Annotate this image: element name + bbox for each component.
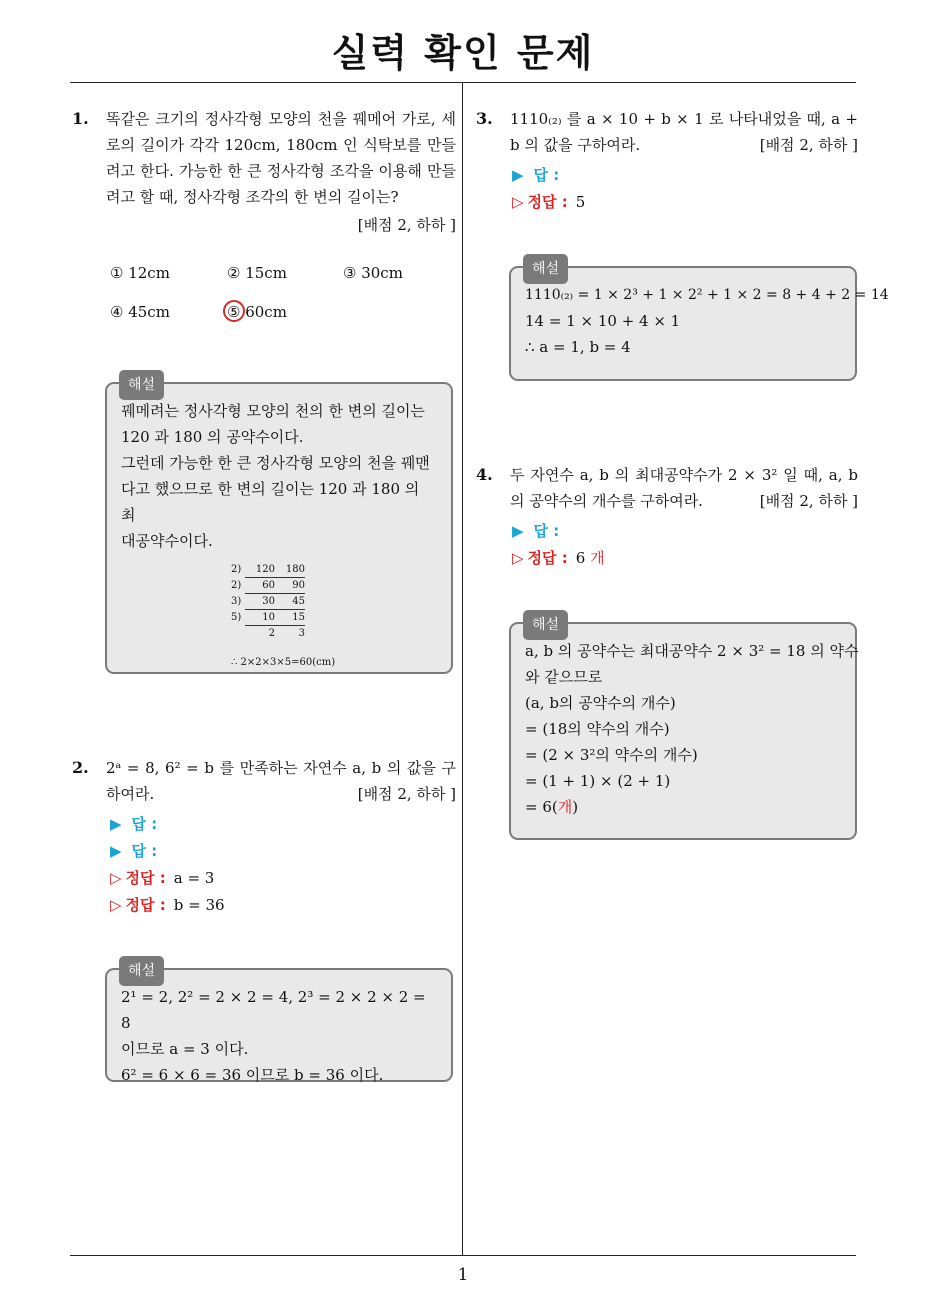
solution-line: = (1 + 1) × (2 + 1) xyxy=(525,772,671,790)
score-label: [배점 2, 하하 ] xyxy=(759,136,858,154)
solution-line: 2¹ = 2, 2² = 2 × 2 = 4, 2³ = 2 × 2 × 2 = 8 xyxy=(121,988,426,1032)
division-table xyxy=(231,562,437,670)
solution-tag: 해설 xyxy=(523,254,568,284)
solution-line: 이므로 a = 3 이다. xyxy=(121,1040,249,1058)
question-number: 4. xyxy=(476,465,493,484)
question-text: 똑같은 크기의 정사각형 모양의 천을 꿰메어 가로, 세로의 길이가 각각 120cm, 180cm 인 식탁보를 만들려고 한다. 가능한 한 큰 정사각형 조각을 이용해 만들려고 할 때, 정사각형 조각의 한 변의 길이는? xyxy=(106,110,456,206)
solution-line: (a, b의 공약수의 개수) xyxy=(525,694,676,712)
choice-5-label: ⑤ 60cm xyxy=(227,303,287,321)
solution-line: = (18의 약수의 개수) xyxy=(525,720,670,738)
play-arrow-icon: ▶ xyxy=(110,815,122,833)
question-2 xyxy=(72,755,456,919)
correct-answer-line: ▷ 정답 : a = 3 xyxy=(110,869,215,887)
solution-tag: 해설 xyxy=(119,956,164,986)
choice-1[interactable]: ① 12cm xyxy=(110,264,170,282)
correct-answer-line: ▷ 정답 : 5 xyxy=(512,193,586,211)
answer-line[interactable]: ▶ 답 : xyxy=(512,522,560,540)
column-divider xyxy=(462,83,463,1255)
page-number: 1 xyxy=(457,1265,469,1285)
outline-arrow-icon: ▷ xyxy=(512,193,524,211)
solution-line: 1110₍₂₎ = 1 × 2³ + 1 × 2² + 1 × 2 = 8 + 4 + 2 = 14 xyxy=(525,287,889,303)
solution-line: 와 같으므로 xyxy=(525,668,603,686)
choice-4[interactable]: ④ 45cm xyxy=(110,303,170,321)
solution-box-1 xyxy=(105,377,453,674)
question-3 xyxy=(476,106,858,216)
solution-line: ∴ a = 1, b = 4 xyxy=(525,338,631,356)
outline-arrow-icon: ▷ xyxy=(110,869,122,887)
solution-line: = (2 × 3²의 약수의 개수) xyxy=(525,746,698,764)
page-title: 실력 확인 문제 xyxy=(331,31,595,75)
score-label: [배점 2, 하하 ] xyxy=(357,216,456,234)
solution-line: = 6(개) xyxy=(525,798,579,816)
division-row: 2) 120 180 xyxy=(231,562,437,578)
correct-answer-line: ▷ 정답 : b = 36 xyxy=(110,896,225,914)
selected-circle-mark xyxy=(223,300,245,322)
answer-line[interactable]: ▶ 답 : xyxy=(512,166,560,184)
division-row: 2) 60 90 xyxy=(231,578,437,594)
division-row: 3) 30 45 xyxy=(231,594,437,610)
play-arrow-icon: ▶ xyxy=(110,842,122,860)
division-result: ∴ 2×2×3×5=60(cm) xyxy=(231,657,336,668)
choice-3[interactable]: ③ 30cm xyxy=(343,264,403,282)
solution-line: 대공약수이다. xyxy=(121,532,213,550)
question-number: 1. xyxy=(72,109,89,128)
division-row: 2 3 xyxy=(268,628,305,639)
choice-2[interactable]: ② 15cm xyxy=(227,264,287,282)
question-4 xyxy=(476,462,858,572)
bottom-rule xyxy=(70,1255,856,1256)
score-label: [배점 2, 하하 ] xyxy=(357,785,456,803)
solution-box-3 xyxy=(509,261,889,381)
solution-line: a, b 의 공약수는 최대공약수 2 × 3² = 18 의 약수 xyxy=(525,642,859,660)
solution-line: 꿰메려는 정사각형 모양의 천의 한 변의 길이는 xyxy=(121,402,425,420)
solution-box-2 xyxy=(105,963,453,1084)
question-number: 3. xyxy=(476,109,493,128)
question-1 xyxy=(72,106,456,238)
play-arrow-icon: ▶ xyxy=(512,166,524,184)
unit-highlight: 개 xyxy=(557,798,573,816)
solution-box-4 xyxy=(509,617,859,840)
solution-tag: 해설 xyxy=(523,610,568,640)
answer-unit: 개 xyxy=(590,549,605,567)
outline-arrow-icon: ▷ xyxy=(512,549,524,567)
question-text: 1110₍₂₎ 를 a × 10 + b × 1 로 나타내었을 때, a + b 의 값을 구하여라. xyxy=(510,110,858,154)
solution-tag: 해설 xyxy=(119,370,164,400)
play-arrow-icon: ▶ xyxy=(512,522,524,540)
question-number: 2. xyxy=(72,758,89,777)
solution-line: 그런데 가능한 한 큰 정사각형 모양의 천을 꿰맨 xyxy=(121,454,430,472)
solution-line: 120 과 180 의 공약수이다. xyxy=(121,428,304,446)
correct-answer-line: ▷ 정답 : 6 개 xyxy=(512,549,605,567)
answer-line[interactable]: ▶ 답 : xyxy=(110,815,158,833)
outline-arrow-icon: ▷ xyxy=(110,896,122,914)
choice-5[interactable] xyxy=(227,303,287,321)
question-text: 2ᵃ = 8, 6² = b 를 만족하는 자연수 a, b 의 값을 구하여라. xyxy=(106,759,456,803)
answer-line[interactable]: ▶ 답 : xyxy=(110,842,158,860)
top-rule xyxy=(70,82,856,83)
question-text: 두 자연수 a, b 의 최대공약수가 2 × 3² 일 때, a, b 의 공약수의 개수를 구하여라. xyxy=(510,466,858,510)
division-row: 5) 10 15 xyxy=(231,610,437,626)
score-label: [배점 2, 하하 ] xyxy=(759,492,858,510)
choice-list xyxy=(110,264,450,324)
solution-line: 6² = 6 × 6 = 36 이므로 b = 36 이다. xyxy=(121,1066,384,1084)
solution-line: 14 = 1 × 10 + 4 × 1 xyxy=(525,312,681,330)
solution-line: 다고 했으므로 한 변의 길이는 120 과 180 의 최 xyxy=(121,480,420,524)
